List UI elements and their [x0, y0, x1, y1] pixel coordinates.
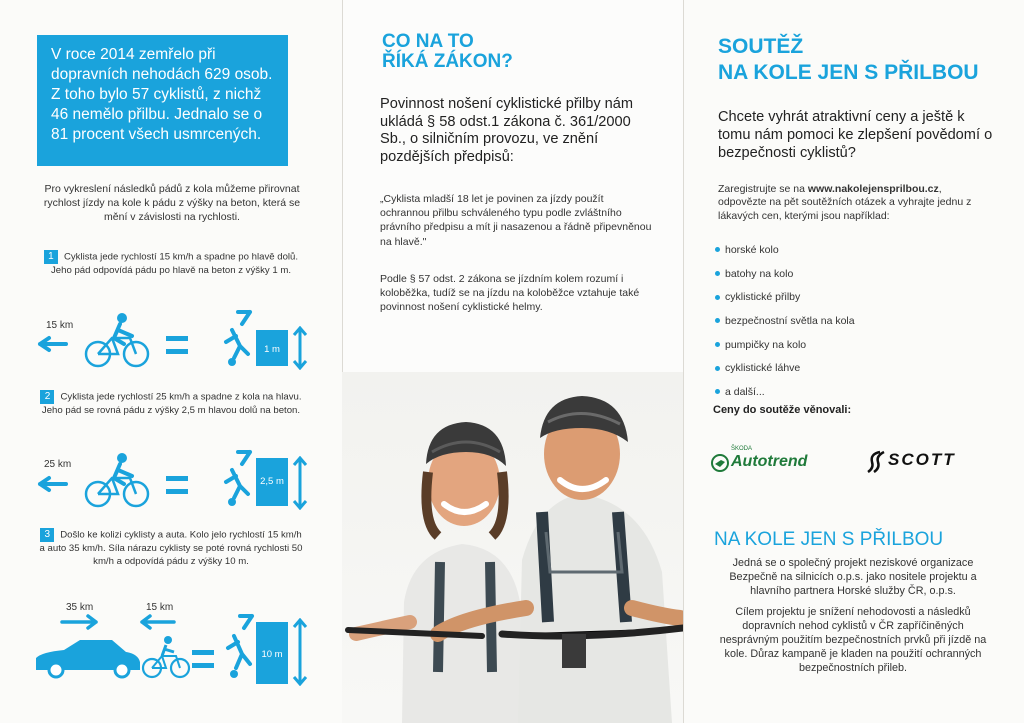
- cyclist-icon: [36, 310, 176, 368]
- scott-logo: [866, 448, 996, 478]
- prize-label: bezpečnostní světla na kola: [725, 314, 855, 327]
- height-arrow-icon: [292, 326, 308, 370]
- bike-speed-label: 15 km: [146, 602, 174, 613]
- cyclists-photo: [342, 372, 683, 723]
- law-heading: [382, 32, 513, 72]
- speed-label: 25 km: [44, 459, 72, 470]
- website-link[interactable]: www.nakolejensprilbou.cz: [807, 183, 939, 195]
- car-speed-label: 35 km: [66, 602, 94, 613]
- fold-line: [683, 0, 684, 723]
- case-text: Došlo ke kolizi cyklisty a auta. Kolo jelo rychlostí 15 km/h a auto 35 km/h. Síla nárazu cyklisty se poté rovná rychlosti 50 km/h a odpovídá pádu z výšky 10 m.: [39, 529, 303, 567]
- prize-label: cyklistické láhve: [725, 362, 801, 375]
- case-text: Cyklista jede rychlostí 15 km/h a spadne po hlavě dolů. Jeho pád odpovídá pádu po hlavě na beton z výšky 1 m.: [50, 251, 299, 276]
- registration-pre: Zaregistrujte se na: [718, 183, 808, 195]
- statistics-box: V roce 2014 zemřelo při dopravních nehodách 629 osob. Z toho bylo 57 cyklistů, z nichž 46 nemělo přilbu. Jednalo se o 81 procent všech usmrcených.: [37, 35, 288, 166]
- list-item: [715, 356, 855, 380]
- case-number: 1: [44, 250, 58, 264]
- collision-icon: [34, 612, 194, 682]
- registration-post: , odpovězte na pět soutěžních otázek a vyhrajte jednu z lákavých cen, kterými jsou například:: [718, 183, 972, 222]
- case-number: 2: [40, 390, 54, 404]
- skoda-label: ŠKODA: [731, 446, 753, 452]
- competition-heading-line1: SOUTĚŽ: [718, 35, 804, 58]
- height-block: 1 m: [256, 330, 288, 366]
- list-item: [715, 285, 855, 309]
- scott-mark-icon: [866, 450, 886, 474]
- registration-text: [718, 183, 992, 223]
- project-heading: NA KOLE JEN S PŘILBOU: [714, 529, 944, 550]
- prize-label: batohy na kolo: [725, 267, 794, 280]
- cyclist-icon: [36, 450, 176, 508]
- bullet-icon: [715, 318, 720, 323]
- law-statement: Povinnost nošení cyklistické přilby nám ukládá § 58 odst.1 zákona č. 361/2000 Sb., o silničním provozu, ve znění pozdějších předpisů:: [380, 96, 634, 165]
- prize-label: pumpičky na kolo: [725, 338, 807, 351]
- speed-label: 15 km: [46, 320, 74, 331]
- case-3: [37, 528, 305, 568]
- case-number: 3: [40, 528, 54, 542]
- bullet-icon: [715, 271, 720, 276]
- scooter-note: Podle § 57 odst. 2 zákona se jízdním kolem rozumí i koloběžka, tudíž se na jízdu na koloběžce vztahuje také povinnost nošení cyklistické helmy.: [380, 273, 640, 314]
- case-2: [37, 390, 305, 417]
- project-description: [714, 556, 992, 676]
- case-text: Cyklista jede rychlostí 25 km/h a spadne z kola na hlavu. Jeho pád se rovná pádu z výšky 2,5 m hlavou dolů na beton.: [41, 391, 302, 416]
- competition-heading-line2: NA KOLE JEN S PŘILBOU: [718, 61, 979, 84]
- prize-label: cyklistické přilby: [725, 291, 801, 304]
- list-item: [715, 262, 855, 286]
- case-1: [37, 250, 305, 277]
- list-item: [715, 380, 855, 404]
- law-quote: „Cyklista mladší 18 let je povinen za jízdy použít ochrannou přilbu schváleného typu podle zvláštního právního předpisu a mít ji nasazenou a řádně připevněnou na hlavě.": [380, 193, 652, 248]
- list-item: [715, 238, 855, 262]
- prize-list: [715, 238, 855, 404]
- bullet-icon: [715, 247, 720, 252]
- equals-sign: [166, 336, 188, 354]
- height-arrow-icon: [292, 456, 308, 510]
- competition-heading: [718, 34, 979, 86]
- prize-label: a další...: [725, 385, 765, 398]
- prize-label: horské kolo: [725, 243, 779, 256]
- bullet-icon: [715, 366, 720, 371]
- autotrend-logo: [711, 446, 841, 476]
- sponsors-label: Ceny do soutěže věnovali:: [713, 404, 852, 416]
- project-about-2: Cílem projektu je snížení nehodovosti a následků dopravních nehod cyklistů v ČR zapříčiněných nesprávným použitím bezpečnostních prvků při jízdě na kole. Důraz kampaně je kladen na použití ochranných bezpečnostních přileb.: [719, 605, 987, 675]
- equals-sign: [166, 476, 188, 494]
- intro-text: Pro vykreslení následků pádů z kola můžeme přirovnat rychlost jízdy na kole k pádu z výšky na beton, která se mění v závislosti na rychlosti.: [43, 183, 301, 223]
- competition-question: Chcete vyhrát atraktivní ceny a ještě k tomu nám pomoci ke zlepšení povědomí o bezpečnosti cyklistů?: [718, 109, 993, 161]
- list-item: [715, 309, 855, 333]
- list-item: [715, 333, 855, 357]
- height-arrow-icon: [292, 618, 308, 686]
- project-about-1: Jedná se o společný projekt neziskové organizace Bezpečně na silnicích o.p.s. jako nositele projektu a hlavního partnera Horské služby ČR, o.p.s.: [729, 557, 977, 598]
- law-heading-line1: CO NA TO: [382, 31, 474, 52]
- skoda-arrow-icon: [711, 454, 729, 472]
- height-block: 2,5 m: [256, 458, 288, 506]
- bullet-icon: [715, 342, 720, 347]
- bullet-icon: [715, 295, 720, 300]
- height-block: 10 m: [256, 622, 288, 684]
- equals-sign: [192, 650, 214, 668]
- law-heading-line2: ŘÍKÁ ZÁKON?: [382, 51, 513, 72]
- bullet-icon: [715, 389, 720, 394]
- scott-label: SCOTT: [888, 450, 956, 469]
- autotrend-label: Autotrend: [731, 453, 808, 470]
